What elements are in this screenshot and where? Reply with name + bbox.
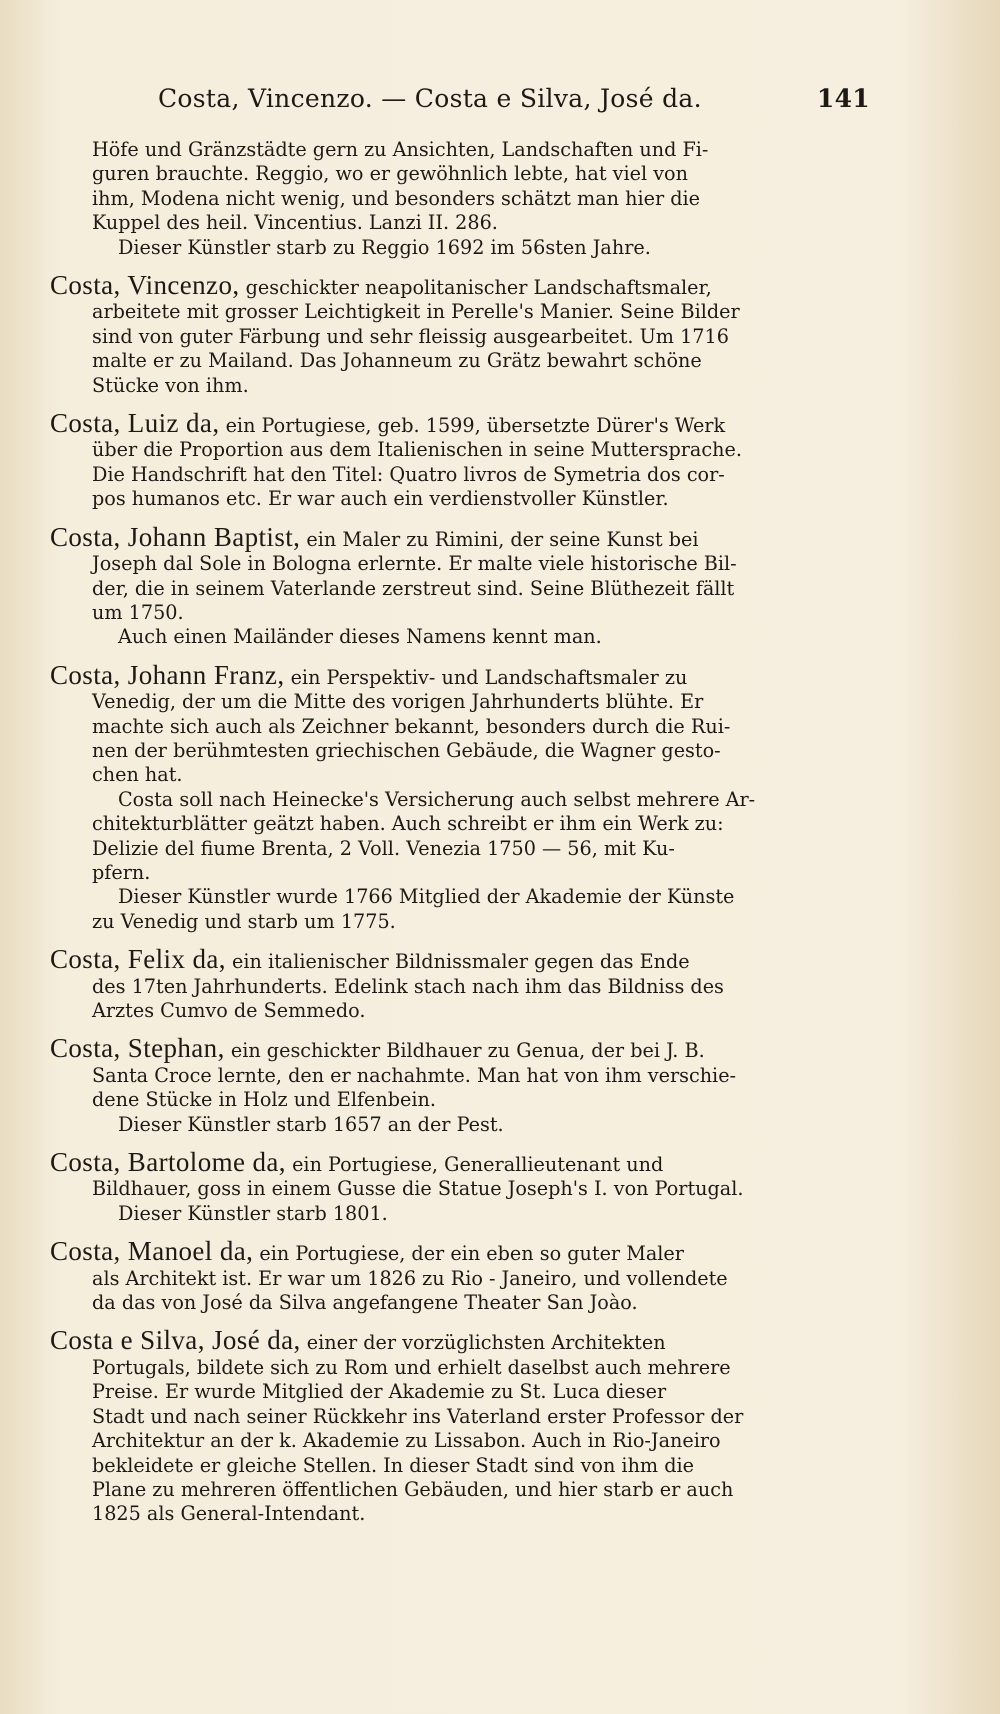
entry-first-text: geschickter neapolitanischer Landschaftsmaler, <box>245 276 712 300</box>
entry-first-text: ein geschickter Bildhauer zu Genua, der bei J. B. <box>230 1039 705 1063</box>
entry-first-line <box>50 408 884 439</box>
text-line: Dieser Künstler wurde 1766 Mitglied der Akademie der Künste <box>118 885 735 909</box>
entry-first-line <box>50 1236 884 1267</box>
text-line: Stücke von ihm. <box>92 373 249 397</box>
text-line: Dieser Künstler starb 1657 an der Pest. <box>118 1112 504 1136</box>
continuation-text <box>50 138 884 260</box>
entry-first-line <box>50 1147 884 1178</box>
text-line: Plane zu mehreren öffentlichen Gebäuden, und hier starb er auch <box>92 1477 734 1501</box>
dictionary-entry <box>50 944 884 1023</box>
dictionary-entry <box>50 659 884 934</box>
entry-first-text: ein Portugiese, der ein eben so guter Maler <box>259 1242 684 1266</box>
entry-body <box>50 1356 884 1527</box>
text-line: Architektur an der k. Akademie zu Lissabon. Auch in Rio-Janeiro <box>92 1429 721 1453</box>
entry-first-text: ein Maler zu Rimini, der seine Kunst bei <box>306 527 699 551</box>
entry-heading: Costa, Johann Franz, <box>50 659 285 690</box>
entry-first-line <box>50 270 884 301</box>
text-line: Arztes Cumvo de Semmedo. <box>92 999 366 1022</box>
entry-heading: Costa, Luiz da, <box>50 408 220 439</box>
text-line: machte sich auch als Zeichner bekannt, besonders durch die Rui- <box>92 714 731 738</box>
dictionary-entry <box>50 1033 884 1137</box>
text-line: Kuppel des heil. Vincentius. Lanzi II. 286. <box>92 211 498 235</box>
entry-note <box>50 885 884 934</box>
text-line: als Architekt ist. Er war um 1826 zu Rio - Janeiro, und vollendete <box>92 1266 728 1290</box>
entry-body <box>50 438 884 511</box>
entry-heading: Costa, Stephan, <box>50 1033 225 1064</box>
entry-heading: Costa, Johann Baptist, <box>50 521 301 552</box>
text-line: Portugals, bildete sich zu Rom und erhielt daselbst auch mehrere <box>92 1355 731 1379</box>
text-line: Venedig, der um die Mitte des vorigen Jahrhunderts blühte. Er <box>92 690 704 714</box>
text-line: Höfe und Gränzstädte gern zu Ansichten, Landschaften und Fi- <box>92 138 709 161</box>
text-line: Dieser Künstler starb 1801. <box>118 1201 388 1225</box>
entry-first-text: ein italienischer Bildnissmaler gegen das Ende <box>232 950 690 974</box>
entry-heading: Costa, Manoel da, <box>50 1236 254 1267</box>
text-line: da das von José da Silva angefangene Theater San Joào. <box>92 1291 638 1315</box>
entry-first-line <box>50 944 884 975</box>
entry-first-text: einer der vorzüglichsten Architekten <box>306 1331 666 1355</box>
text-line: malte er zu Mailand. Das Johanneum zu Grätz bewahrt schöne <box>92 349 702 373</box>
entry-body <box>50 1267 884 1316</box>
text-line: des 17ten Jahrhunderts. Edelink stach nach ihm das Bildniss des <box>92 974 724 998</box>
dictionary-entry <box>50 1236 884 1315</box>
entry-first-line <box>50 1325 884 1356</box>
text-line: um 1750. <box>92 600 184 624</box>
entry-body <box>50 975 884 1024</box>
text-line: pos humanos etc. Er war auch ein verdienstvoller Künstler. <box>92 487 669 511</box>
entry-first-text: ein Portugiese, Generallieutenant und <box>292 1153 664 1177</box>
text-line: guren brauchte. Reggio, wo er gewöhnlich lebte, hat viel von <box>92 162 688 186</box>
entry-first-line <box>50 1033 884 1064</box>
text-line: Stadt und nach seiner Rückkehr ins Vaterland erster Professor der <box>92 1404 744 1428</box>
text-line: Die Handschrift hat den Titel: Quatro livros de Symetria dos cor- <box>92 462 725 486</box>
text-line: ihm, Modena nicht wenig, und besonders schätzt man hier die <box>92 186 701 210</box>
text-line: über die Proportion aus dem Italienischen in seine Muttersprache. <box>92 438 742 462</box>
entry-heading: Costa e Silva, José da, <box>50 1325 301 1356</box>
entry-heading: Costa, Vincenzo, <box>50 270 240 301</box>
entry-body <box>50 300 884 398</box>
text-line: Auch einen Mailänder dieses Namens kennt man. <box>118 625 602 649</box>
text-line: Delizie del fiume Brenta, 2 Voll. Venezia 1750 — 56, mit Ku- <box>92 836 675 860</box>
entry-first-text: ein Perspektiv- und Landschaftsmaler zu <box>290 665 688 689</box>
text-line: der, die in seinem Vaterlande zerstreut sind. Seine Blüthezeit fällt <box>92 576 735 600</box>
entry-first-line <box>50 521 884 552</box>
entry-body <box>50 552 884 650</box>
text-line: 1825 als General-Intendant. <box>92 1502 366 1526</box>
entry-list <box>50 270 884 1527</box>
text-line: dene Stücke in Holz und Elfenbein. <box>92 1088 436 1112</box>
dictionary-entry <box>50 521 884 650</box>
text-line: Joseph dal Sole in Bologna erlernte. Er malte viele historische Bil- <box>92 552 737 576</box>
dictionary-entry <box>50 1325 884 1526</box>
text-line: sind von guter Färbung und sehr fleissig ausgearbeitet. Um 1716 <box>92 324 729 348</box>
dictionary-entry <box>50 270 884 398</box>
text-line: Bildhauer, goss in einem Gusse die Statue Joseph's I. von Portugal. <box>92 1177 744 1201</box>
running-header <box>148 84 870 124</box>
entry-body <box>50 1177 884 1226</box>
text-line: arbeitete mit grosser Leichtigkeit in Perelle's Manier. Seine Bilder <box>92 300 740 324</box>
text-line: nen der berühmtesten griechischen Gebäude, die Wagner gesto- <box>92 738 721 762</box>
text-line: chen hat. <box>92 763 183 787</box>
page-body <box>50 138 884 1527</box>
entry-note <box>50 788 884 886</box>
text-line: bekleidete er gleiche Stellen. In dieser Stadt sind von ihm die <box>92 1453 694 1477</box>
text-line: Costa soll nach Heinecke's Versicherung auch selbst mehrere Ar- <box>118 787 756 811</box>
text-line: pfern. <box>92 860 151 884</box>
text-line: chitekturblätter geätzt haben. Auch schreibt er ihm ein Werk zu: <box>92 812 724 836</box>
text-line: Preise. Er wurde Mitglied der Akademie zu St. Luca dieser <box>92 1380 667 1404</box>
entry-body <box>50 690 884 788</box>
text-line: zu Venedig und starb um 1775. <box>92 909 396 933</box>
page-number: 141 <box>816 84 870 113</box>
entry-heading: Costa, Bartolome da, <box>50 1147 286 1178</box>
entry-heading: Costa, Felix da, <box>50 944 226 975</box>
entry-first-text: ein Portugiese, geb. 1599, übersetzte Dürer's Werk <box>225 414 726 438</box>
dictionary-entry <box>50 408 884 512</box>
entry-body <box>50 1064 884 1137</box>
text-line: Santa Croce lernte, den er nachahmte. Man hat von ihm verschie- <box>92 1063 737 1087</box>
text-line: Dieser Künstler starb zu Reggio 1692 im 56sten Jahre. <box>118 235 651 259</box>
entry-first-line <box>50 659 884 690</box>
header-title: Costa, Vincenzo. — Costa e Silva, José da. <box>158 84 702 113</box>
dictionary-entry <box>50 1147 884 1226</box>
